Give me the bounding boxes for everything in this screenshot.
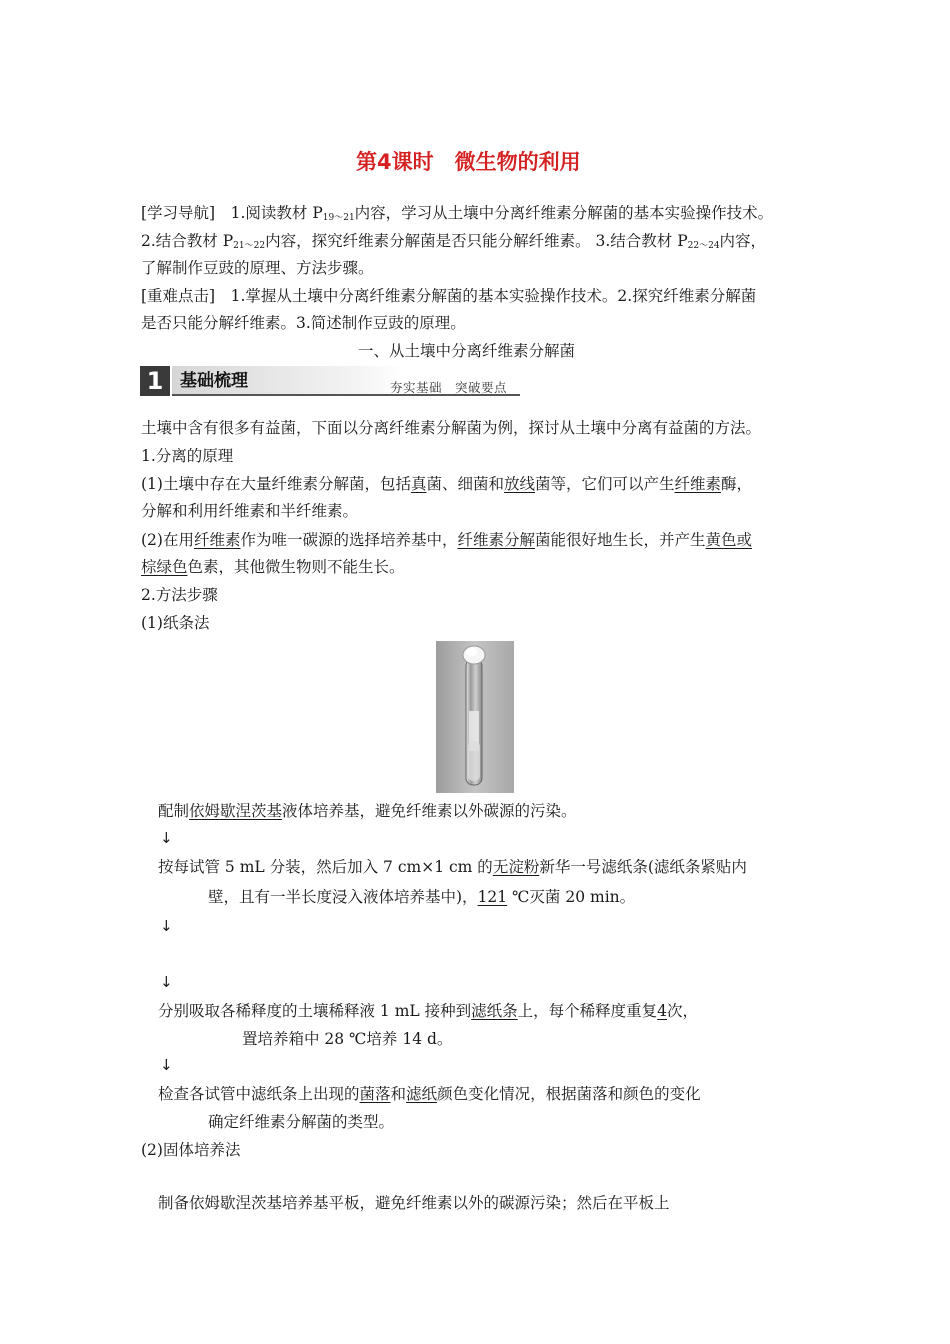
principle-paragraph-2: (2)在用纤维素作为唯一碳源的选择培养基中，纤维素分解菌能很好地生长，并产生黄色或 (141, 531, 753, 549)
learning-guide-tag: [学习导航] (141, 204, 216, 222)
banner-number: 1 (140, 366, 170, 396)
learning-guide-line-2: 2.结合教材 $P_{21\sim 22}$内容，探究纤维素分解菌是否只能分解纤维素。 3.结合教材 $P_{22\sim 24}$内容， (141, 232, 767, 251)
blank-answer: 纤维素分解 (457, 531, 536, 549)
solid-culture-step-1: 制备依姆歇涅茨基培养基平板，避免纤维素以外的碳源污染；然后在平板上 (158, 1194, 670, 1212)
method-heading: 2.方法步骤 (141, 586, 218, 604)
principle-paragraph-1: (1)土壤中存在大量纤维素分解菌，包括真菌、细菌和放线菌等，它们可以产生纤维素酶， (141, 475, 753, 493)
blank-answer: 纤维素 (193, 531, 241, 549)
banner-label: 基础梳理 (172, 366, 404, 396)
learning-guide-line-3: 了解制作豆豉的原理、方法步骤。 (141, 259, 374, 277)
principle-paragraph-2-cont: 棕绿色色素，其他微生物则不能生长。 (141, 558, 405, 576)
blank-answer: 依姆歇涅茨基 (189, 802, 283, 820)
intro-paragraph: 土壤中含有很多有益菌，下面以分离纤维素分解菌为例，探讨从土壤中分离有益菌的方法。 (141, 419, 762, 437)
flow-step-1: 配制依姆歇涅茨基液体培养基，避免纤维素以外碳源的污染。 (158, 802, 577, 820)
flow-arrow-down: ↓ (160, 829, 173, 847)
blank-answer: 菌落 (359, 1085, 391, 1103)
blank-answer: 滤纸条 (471, 1002, 518, 1020)
key-points-tag: [重难点击] (141, 287, 216, 305)
blank-answer: 滤纸 (406, 1085, 438, 1103)
blank-answer: 无淀粉 (492, 858, 540, 876)
blank-answer: 121 (477, 888, 508, 906)
basics-banner (140, 366, 520, 396)
learning-guide-line-1: [学习导航] 1.阅读教材 $P_{19\sim 21}$内容，学习从土壤中分离纤维素分解菌的基本实验操作技术。 (141, 204, 774, 223)
flow-step-2: 按每试管 5 mL 分装，然后加入 7 cm×1 cm 的无淀粉新华一号滤纸条(滤纸条紧贴内 (158, 858, 747, 876)
key-points-line-1: [重难点击] 1.掌握从土壤中分离纤维素分解菌的基本实验操作技术。2.探究纤维素分解菌 (141, 287, 757, 305)
flow-step-2-cont: 壁，且有一半长度浸入液体培养基中)，121 ℃灭菌 20 min。 (208, 888, 636, 906)
test-tube-photo (436, 641, 514, 793)
flow-step-3-cont: 置培养箱中 28 ℃培养 14 d。 (242, 1030, 453, 1048)
page-title: 第4课时 微生物的利用 (356, 150, 581, 174)
flow-arrow-down: ↓ (160, 973, 173, 991)
flow-step-4: 检查各试管中滤纸条上出现的菌落和滤纸颜色变化情况，根据菌落和颜色的变化 (158, 1085, 701, 1103)
flow-arrow-down: ↓ (160, 917, 173, 935)
blank-answer: 4 (657, 1002, 668, 1020)
blank-answer: 黄色或 (705, 531, 753, 549)
section-heading: 一、从土壤中分离纤维素分解菌 (358, 342, 576, 360)
banner-tagline: 夯实基础 突破要点 (390, 380, 508, 395)
paper-strip-method-heading: (1)纸条法 (141, 614, 210, 632)
principle-paragraph-1-cont: 分解和利用纤维素和半纤维素。 (141, 502, 359, 520)
solid-culture-method-heading: (2)固体培养法 (141, 1141, 241, 1159)
key-points-line-2: 是否只能分解纤维素。3.简述制作豆豉的原理。 (141, 314, 466, 332)
flow-step-4-cont: 确定纤维素分解菌的类型。 (208, 1113, 395, 1131)
blank-answer: 真 (410, 475, 427, 493)
flow-step-3: 分别吸取各稀释度的土壤稀释液 1 mL 接种到滤纸条上，每个稀释度重复4次， (158, 1002, 699, 1020)
blank-answer: 放线 (504, 475, 536, 493)
principle-heading: 1.分离的原理 (141, 447, 234, 465)
test-tube-drawing (436, 641, 514, 793)
blank-answer: 纤维素 (674, 475, 722, 493)
flow-arrow-down: ↓ (160, 1056, 173, 1074)
blank-answer: 棕绿色 (141, 558, 188, 576)
